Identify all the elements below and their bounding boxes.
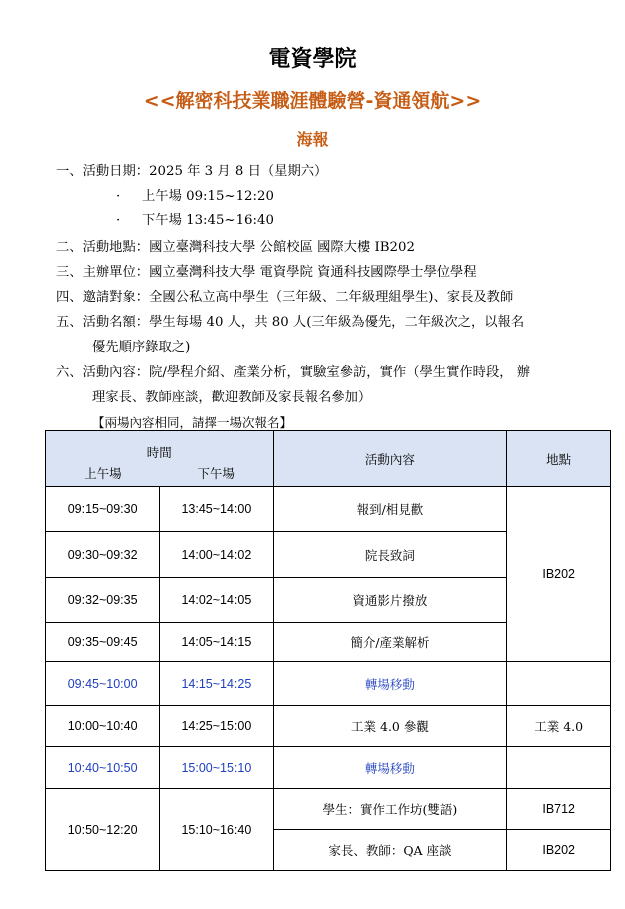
morning-session-text: 上午場 09:15~12:20 (142, 189, 274, 204)
table-row (46, 487, 611, 532)
activity: 院長致詞 (273, 532, 507, 578)
pm-time: 14:15~14:25 (160, 662, 273, 706)
schedule-table (45, 430, 611, 871)
audience-line: 四、邀請對象：全國公私立高中學生（三年級、二年級理組學生)、家長及教師 (56, 290, 514, 305)
morning-session (116, 187, 274, 207)
pm-time: 13:45~14:00 (160, 487, 273, 532)
pm-time: 14:02~14:05 (160, 578, 273, 623)
header-place: 地點 (507, 431, 611, 487)
date-label: 一、活動日期： (56, 164, 150, 179)
pm-time: 14:05~14:15 (160, 623, 273, 662)
bullet-icon: · (116, 189, 121, 204)
place: IB712 (507, 789, 611, 830)
am-time: 09:32~09:35 (46, 578, 160, 623)
am-time: 10:50~12:20 (46, 789, 160, 871)
bullet-icon: · (116, 213, 121, 228)
table-row (46, 747, 611, 789)
activity: 報到/相見歡 (273, 487, 507, 532)
poster-label: 海報 (296, 130, 329, 149)
afternoon-session (116, 211, 274, 231)
am-time: 09:30~09:32 (46, 532, 160, 578)
pm-time: 15:10~16:40 (160, 789, 273, 871)
place: IB202 (507, 487, 611, 662)
table-row (46, 789, 611, 830)
content-line-1: 六、活動內容：院/學程介紹、產業分析，實驗室參訪，實作（學生實作時段， 辦 (56, 365, 531, 380)
am-time: 10:40~10:50 (46, 747, 160, 789)
pm-time: 15:00~15:10 (160, 747, 273, 789)
am-time: 09:15~09:30 (46, 487, 160, 532)
page-title: 電資學院 (268, 47, 357, 72)
location-line: 二、活動地點：國立臺灣科技大學 公館校區 國際大樓 IB202 (56, 240, 415, 255)
place: 工業 4.0 (507, 706, 611, 747)
header-morning: 上午場 (46, 461, 160, 487)
activity: 轉場移動 (273, 747, 507, 789)
activity: 工業 4.0 參觀 (273, 706, 507, 747)
place: IB202 (507, 830, 611, 871)
activity: 學生：實作工作坊(雙語) (273, 789, 507, 830)
table-row (46, 662, 611, 706)
am-time: 09:35~09:45 (46, 623, 160, 662)
content-line-2: 理家長、教師座談，歡迎教師及家長報名參加） (92, 390, 372, 405)
pm-time: 14:25~15:00 (160, 706, 273, 747)
registration-note: 【兩場內容相同，請擇一場次報名】 (92, 415, 293, 430)
place (507, 662, 611, 706)
pm-time: 14:00~14:02 (160, 532, 273, 578)
am-time: 09:45~10:00 (46, 662, 160, 706)
am-time: 10:00~10:40 (46, 706, 160, 747)
header-time: 時間 (46, 431, 274, 461)
organizer-line: 三、主辦單位：國立臺灣科技大學 電資學院 資通科技國際學士學位學程 (56, 265, 477, 280)
header-afternoon: 下午場 (160, 461, 273, 487)
quota-line-1: 五、活動名額：學生每場 40 人，共 80 人(三年級為優先，二年級次之，以報名 (56, 315, 525, 330)
activity: 家長、教師：QA 座談 (273, 830, 507, 871)
place (507, 747, 611, 789)
activity: 轉場移動 (273, 662, 507, 706)
afternoon-session-text: 下午場 13:45~16:40 (142, 213, 274, 228)
quota-line-2: 優先順序錄取之) (92, 340, 191, 355)
activity: 簡介/產業解析 (273, 623, 507, 662)
date-value: 2025 年 3 月 8 日（星期六） (149, 164, 328, 179)
date-line (56, 162, 616, 182)
activity: 資通影片撥放 (273, 578, 507, 623)
table-row (46, 706, 611, 747)
header-content: 活動內容 (273, 431, 507, 487)
event-subtitle: <<解密科技業職涯體驗營-資通領航>> (143, 90, 482, 112)
